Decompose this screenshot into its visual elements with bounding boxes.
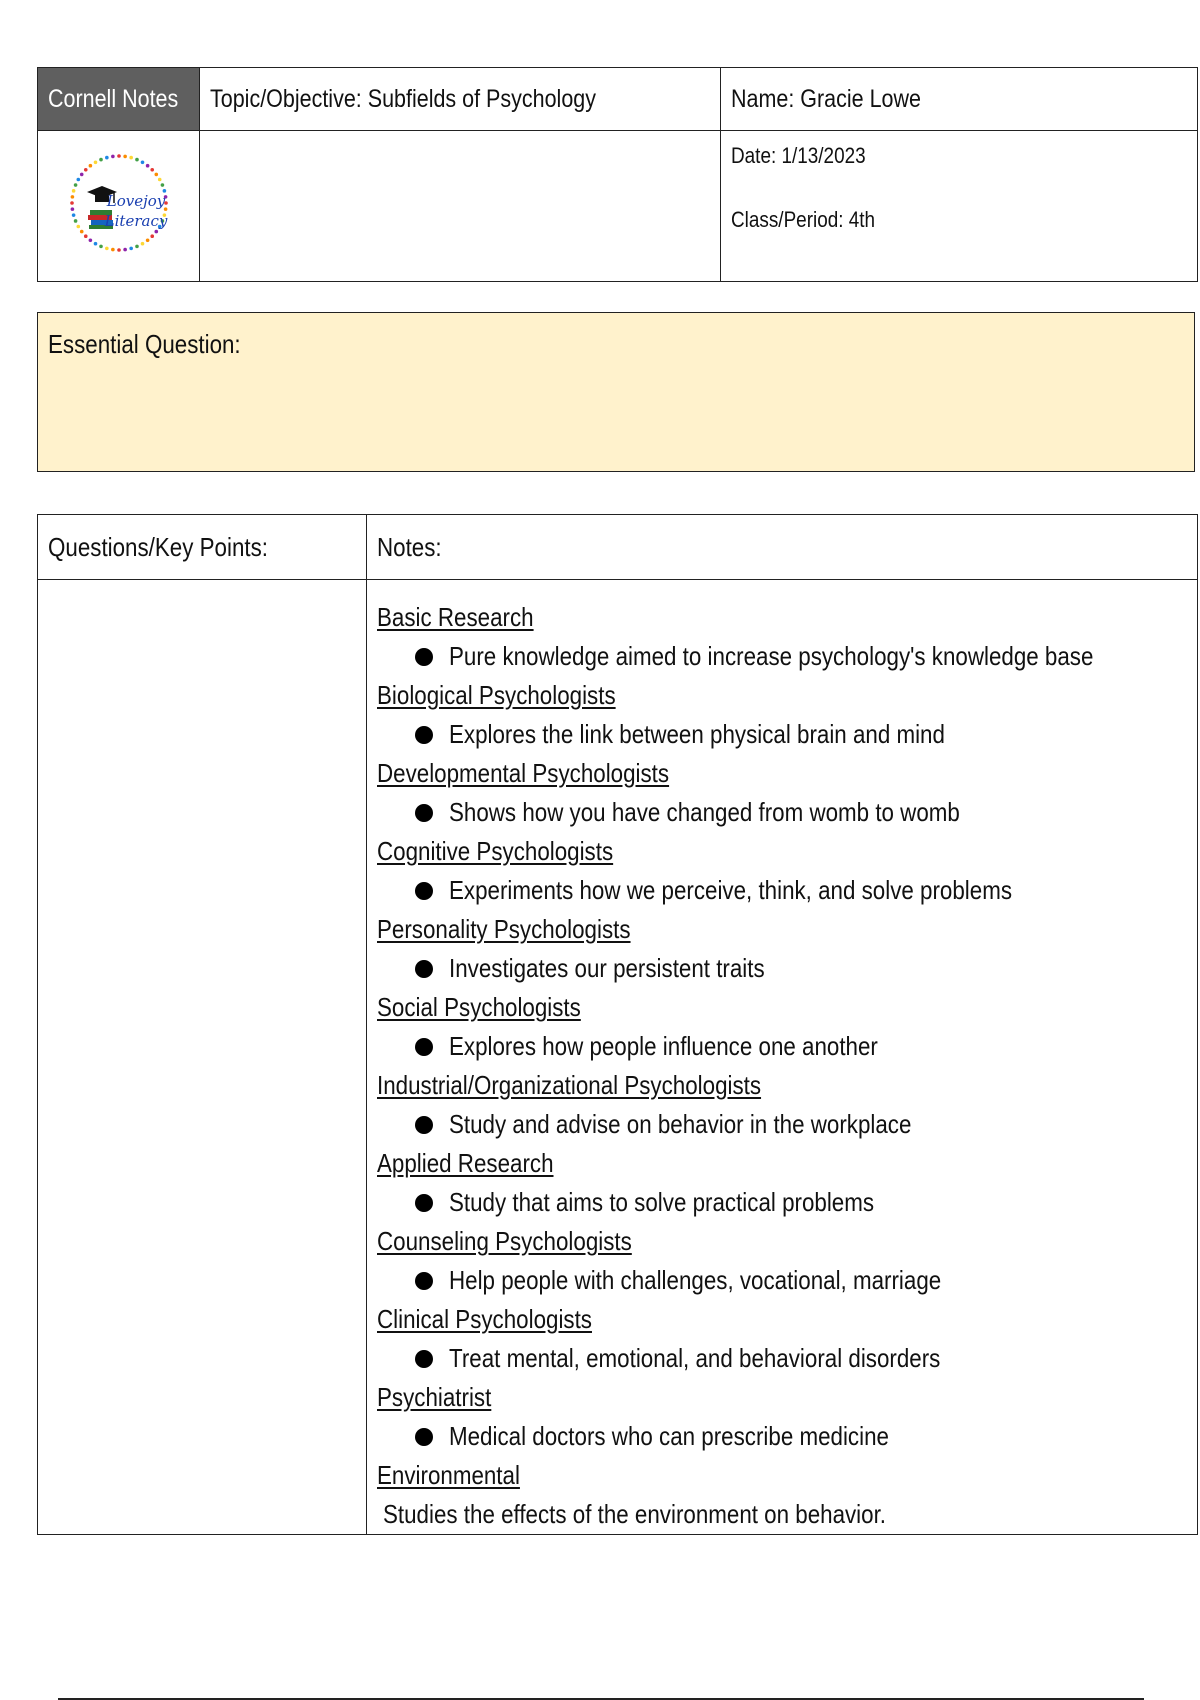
logo-dot [150, 234, 154, 238]
logo-dot [88, 238, 92, 242]
note-title: Counseling Psychologists [377, 1226, 632, 1256]
logo-dot [160, 183, 164, 187]
note-title: Biological Psychologists [377, 680, 616, 710]
logo-dot [70, 207, 74, 211]
note-bullet: Shows how you have changed from womb to womb [377, 793, 1187, 832]
questions-header-label: Questions/Key Points: [48, 531, 268, 562]
note-text: Studies the effects of the environment on behavior. [383, 1499, 887, 1529]
logo-dot [145, 163, 149, 167]
questions-column [38, 580, 367, 1535]
logo-dot [93, 160, 97, 164]
logo-dot [117, 154, 121, 158]
logo-dot [145, 238, 149, 242]
note-title: Clinical Psychologists [377, 1304, 592, 1334]
logo-dot [154, 172, 158, 176]
bullet-icon [415, 1350, 433, 1368]
logo-dot [135, 244, 139, 248]
logo-dot [157, 177, 161, 181]
note-bullet: Explores how people influence one another [377, 1027, 1187, 1066]
note-title: Applied Research [377, 1148, 554, 1178]
logo-dot [105, 155, 109, 159]
note-bullet: Investigates our persistent traits [377, 949, 1187, 988]
date-text: Date: 1/13/2023 [731, 143, 866, 168]
note-bullet: Treat mental, emotional, and behavioral disorders [377, 1339, 1187, 1378]
date-class-cell [721, 131, 1198, 282]
logo-dot [105, 246, 109, 250]
logo-dot [73, 183, 77, 187]
essential-question-box [37, 312, 1195, 472]
bullet-icon [415, 1428, 433, 1446]
bullet-icon [415, 1116, 433, 1134]
notes-column [367, 580, 1198, 1535]
logo-dot [140, 241, 144, 245]
bullet-icon [415, 882, 433, 900]
bullet-icon [415, 726, 433, 744]
logo-dot [70, 201, 74, 205]
logo-dot [123, 247, 127, 251]
logo-text-bottom: Literacy [104, 211, 167, 230]
logo-cell [38, 131, 200, 282]
note-bullet: Study that aims to solve practical problems [377, 1183, 1187, 1222]
logo-dot [88, 163, 92, 167]
logo-dot [154, 229, 158, 233]
logo-dot [111, 154, 115, 158]
note-title: Social Psychologists [377, 992, 581, 1022]
name-cell [721, 68, 1198, 131]
logo-dot [150, 167, 154, 171]
note-bullet: Help people with challenges, vocational, marriage [377, 1261, 1187, 1300]
note-title: Personality Psychologists [377, 914, 631, 944]
class-period-text: Class/Period: 4th [731, 207, 876, 232]
logo-dot [117, 248, 121, 252]
logo-dot [99, 244, 103, 248]
logo-dot [99, 157, 103, 161]
questions-header [38, 515, 367, 580]
logo-dot [70, 195, 74, 199]
logo-dot [135, 157, 139, 161]
note-title: Industrial/Organizational Psychologists [377, 1070, 762, 1100]
lovejoy-literacy-logo [64, 148, 174, 258]
bullet-icon [415, 1038, 433, 1056]
note-bullet: Pure knowledge aimed to increase psychology's knowledge base [377, 637, 1187, 676]
bullet-icon [415, 960, 433, 978]
notes-table [37, 514, 1198, 1535]
logo-dot [71, 213, 75, 217]
logo-dot [76, 224, 80, 228]
bullet-icon [415, 648, 433, 666]
note-bullet: Study and advise on behavior in the workplace [377, 1105, 1187, 1144]
header-table [37, 67, 1198, 282]
notes-header-label: Notes: [377, 531, 442, 562]
logo-dot [71, 189, 75, 193]
essential-question-label: Essential Question: [48, 329, 241, 359]
note-title: Cognitive Psychologists [377, 836, 614, 866]
note-title: Developmental Psychologists [377, 758, 670, 788]
bullet-icon [415, 1194, 433, 1212]
topic-cell [200, 68, 721, 131]
note-title: Psychiatrist [377, 1382, 492, 1412]
note-title: Basic Research [377, 602, 534, 632]
brand-title: Cornell Notes [48, 84, 179, 113]
logo-dot [123, 154, 127, 158]
note-bullet: Medical doctors who can prescribe medicine [377, 1417, 1187, 1456]
logo-dot [73, 219, 77, 223]
student-name: Name: Gracie Lowe [731, 84, 922, 113]
logo-dot [129, 246, 133, 250]
logo-dot [76, 177, 80, 181]
notes-header [367, 515, 1198, 580]
logo-dot [83, 234, 87, 238]
notes-list [377, 580, 1187, 1456]
note-bullet: Explores the link between physical brain and mind [377, 715, 1187, 754]
logo-dot [93, 241, 97, 245]
logo-dot [140, 160, 144, 164]
logo-dot [79, 172, 83, 176]
logo-dot [111, 247, 115, 251]
note-bullet: Experiments how we perceive, think, and solve problems [377, 871, 1187, 910]
logo-text-top: Lovejoy [106, 191, 165, 210]
logo-dot [79, 229, 83, 233]
brand-cell [38, 68, 200, 131]
logo-dot [129, 155, 133, 159]
logo-dot [83, 167, 87, 171]
note-title: Environmental [377, 1460, 520, 1490]
blank-cell [200, 131, 721, 282]
bullet-icon [415, 804, 433, 822]
bullet-icon [415, 1272, 433, 1290]
topic-text: Topic/Objective: Subfields of Psychology [210, 84, 597, 113]
